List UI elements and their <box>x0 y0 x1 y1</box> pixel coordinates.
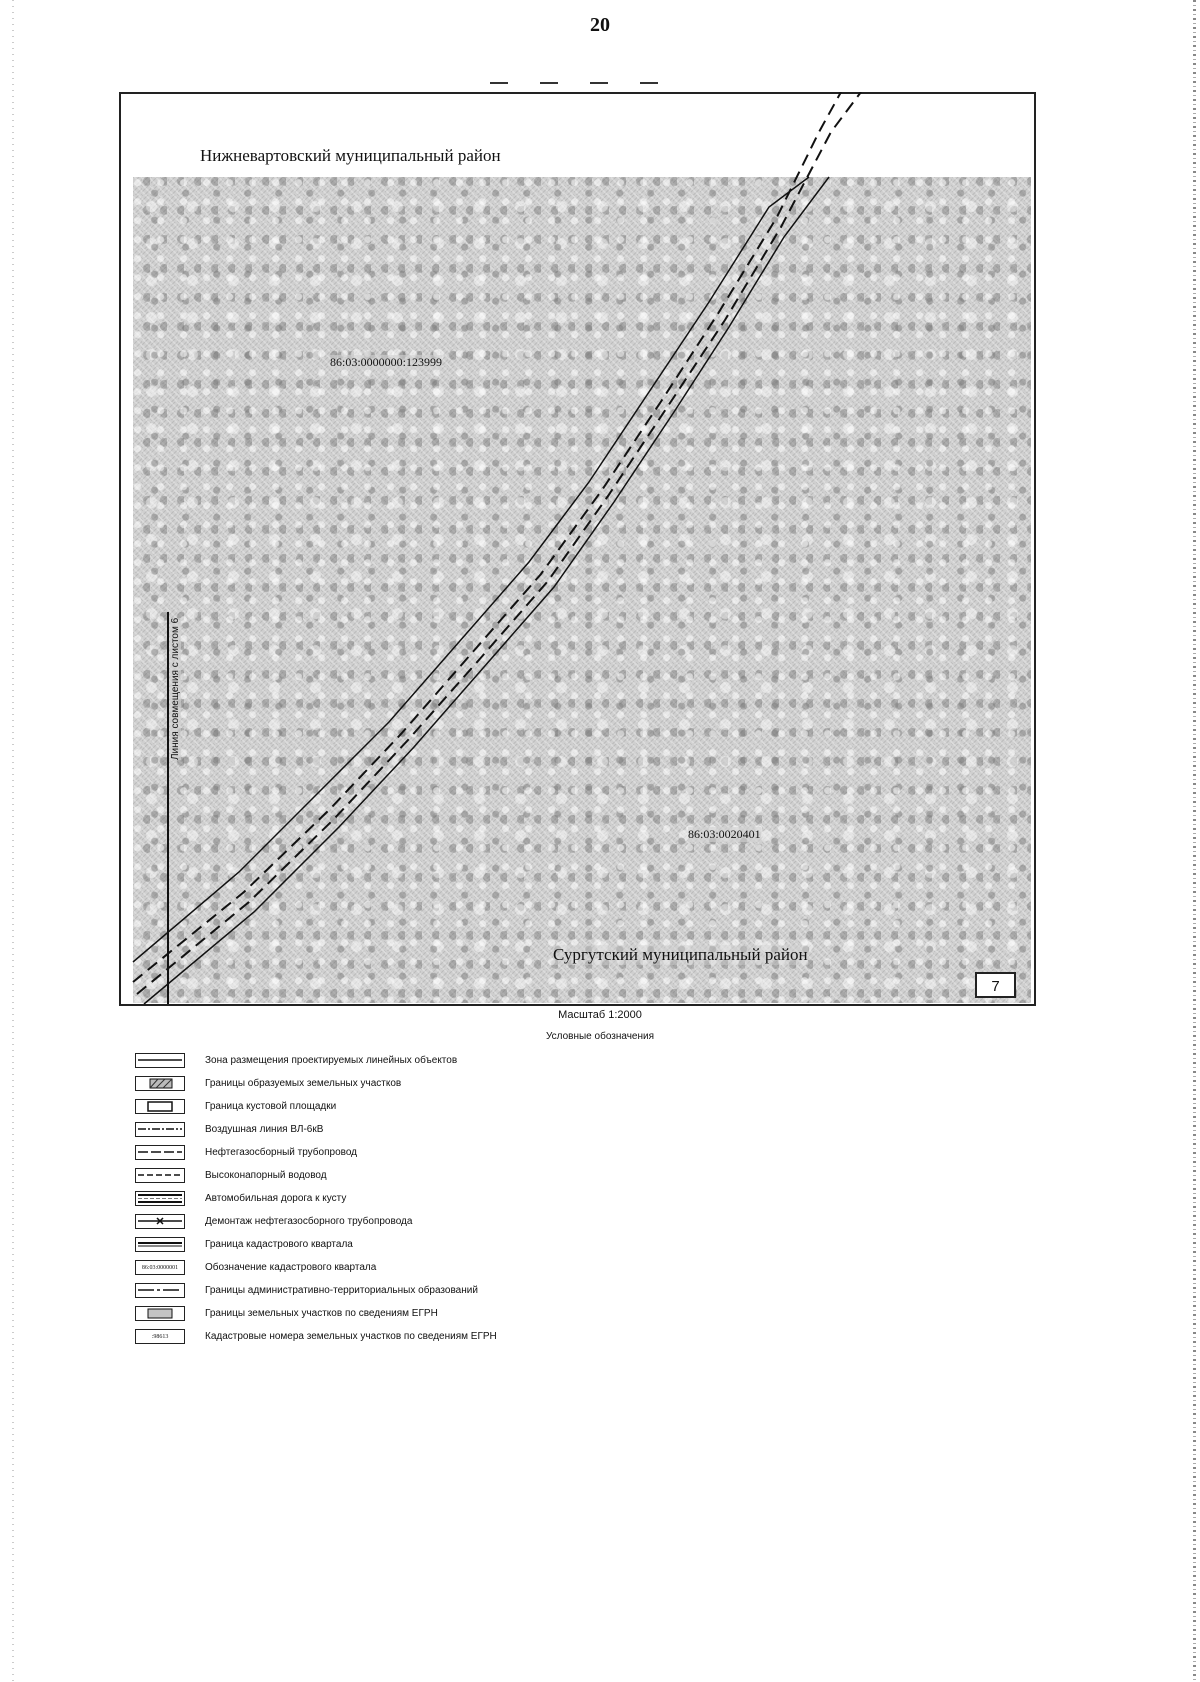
legend-item-label: Кадастровые номера земельных участков по сведениям ЕГРН <box>205 1331 497 1342</box>
legend-item-label: Нефтегазосборный трубопровод <box>205 1147 358 1158</box>
legend-item-label: Граница кадастрового квартала <box>205 1239 353 1250</box>
legend-item <box>135 1210 497 1233</box>
page-number: 20 <box>590 14 610 36</box>
frame-top-mark <box>490 82 670 84</box>
long-dash-line-symbol <box>135 1145 185 1160</box>
solid-line-symbol <box>135 1053 185 1068</box>
legend-symbol-text: 86:03:0000001 <box>141 1264 179 1271</box>
legend-item <box>135 1325 497 1348</box>
corridor-boundary-right <box>144 177 829 1004</box>
legend-item <box>135 1095 497 1118</box>
scan-edge-left <box>12 0 14 1682</box>
legend-item <box>135 1164 497 1187</box>
legend-symbol-text: :98613 <box>151 1333 169 1340</box>
corridor-boundary-left <box>133 177 809 962</box>
scan-edge-right <box>1193 0 1196 1682</box>
legend-item-label: Обозначение кадастрового квартала <box>205 1262 377 1273</box>
admin-line-symbol <box>135 1283 185 1298</box>
legend-item <box>135 1302 497 1325</box>
parcel-number-symbol <box>135 1329 185 1344</box>
parcel-label-1: 86:03:0000000:123999 <box>330 355 443 369</box>
district-bottom-label: Сургутский муниципальный район <box>553 945 808 964</box>
legend-item <box>135 1049 497 1072</box>
legend-item <box>135 1072 497 1095</box>
match-line-label: Линия совмещения с листом 6 <box>170 617 181 760</box>
rectangle-symbol <box>135 1099 185 1114</box>
district-top-label: Нижневартовский муниципальный район <box>200 146 501 165</box>
pipeline-dashed-1 <box>133 92 841 982</box>
road-symbol <box>135 1191 185 1206</box>
dashed-line-symbol <box>135 1168 185 1183</box>
legend <box>135 1049 497 1348</box>
legend-item-label: Границы земельных участков по сведениям ЕГРН <box>205 1308 438 1319</box>
map-scale: Масштаб 1:2000 <box>558 1009 642 1021</box>
legend-item <box>135 1118 497 1141</box>
hatched-fill-symbol <box>135 1076 185 1091</box>
legend-title: Условные обозначения <box>545 1031 655 1042</box>
legend-item-label: Высоконапорный водовод <box>205 1170 327 1181</box>
legend-item-label: Воздушная линия ВЛ-6кВ <box>205 1124 324 1135</box>
x-line-symbol <box>135 1214 185 1229</box>
legend-item <box>135 1141 497 1164</box>
dash-dot-line-symbol <box>135 1122 185 1137</box>
cadastral-quarter-symbol <box>135 1260 185 1275</box>
legend-item-label: Границы административно-территориальных образований <box>205 1285 478 1296</box>
legend-item-label: Граница кустовой площадки <box>205 1101 337 1112</box>
legend-item <box>135 1187 497 1210</box>
legend-item <box>135 1279 497 1302</box>
legend-item-label: Зона размещения проектируемых линейных объектов <box>205 1055 458 1066</box>
legend-item <box>135 1233 497 1256</box>
double-line-symbol <box>135 1237 185 1252</box>
legend-item-label: Границы образуемых земельных участков <box>205 1078 402 1089</box>
pipeline-dashed-2 <box>137 92 861 994</box>
gray-fill-symbol <box>135 1306 185 1321</box>
route-lines <box>119 92 1036 1006</box>
legend-item-label: Демонтаж нефтегазосборного трубопровода <box>205 1216 413 1227</box>
legend-item-label: Автомобильная дорога к кусту <box>205 1193 347 1204</box>
sheet-number-box: 7 <box>975 972 1016 998</box>
legend-item <box>135 1256 497 1279</box>
parcel-label-2: 86:03:0020401 <box>688 827 761 841</box>
